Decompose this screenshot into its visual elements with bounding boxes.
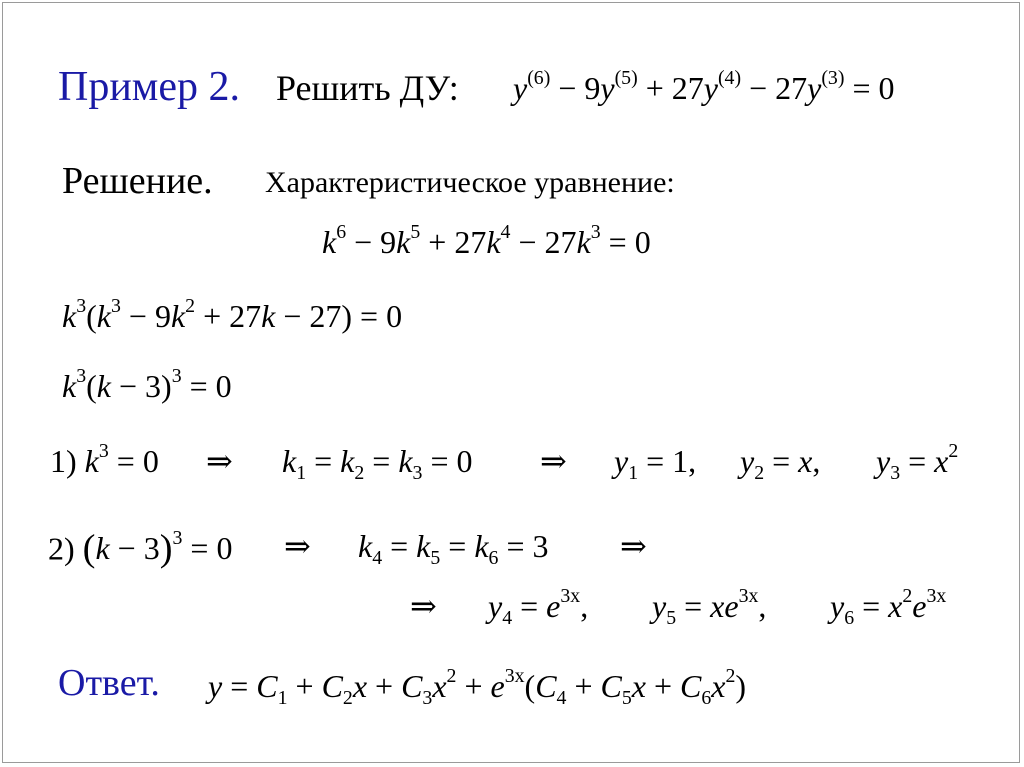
case-1-equation: $k^3 = 0$: [84, 440, 159, 479]
factorized-equation-2: $k^3(k - 3)^3 = 0$: [62, 365, 232, 404]
case-1-implies-arrow: ⇒: [206, 443, 233, 479]
case-1-implies-arrow-2: ⇒: [540, 443, 567, 479]
answer-label: Ответ.: [58, 662, 160, 704]
case-2-roots: $k_4 = k_5 = k_6 = 3$: [358, 528, 549, 569]
solution-y3: $y_3 = x^2$: [876, 440, 959, 484]
case-1-roots: $k_1 = k_2 = k_3 = 0$: [282, 443, 473, 484]
solution-y5: $y_5 = xe^{3x}$,: [652, 585, 767, 629]
characteristic-equation: $k^6 - 9k^5 + 27k^4 - 27k^3 = 0$: [322, 221, 651, 260]
char-eq-label: Характеристическое уравнение:: [265, 166, 675, 199]
case-2-equation: $(k - 3)^3 = 0$: [82, 527, 233, 570]
case-2-implies-arrow-3: ⇒: [410, 588, 437, 624]
case-1-line: [50, 440, 159, 479]
task-label: Решить ДУ:: [276, 68, 459, 108]
example-label: Пример 2.: [58, 64, 241, 110]
factorized-equation-1: $k^3(k^3 - 9k^2 + 27k - 27) = 0$: [62, 295, 403, 334]
case-2-number: 2): [48, 530, 75, 567]
case-2-implies-arrow: ⇒: [284, 528, 311, 564]
main-equation: $y^{(6)} - 9y^{(5)} + 27y^{(4)} - 27y^{(3)} = 0$: [513, 67, 895, 106]
solution-y4: $y_4 = e^{3x}$,: [488, 585, 589, 629]
solution-y2: $y_2 = x$,: [740, 443, 821, 484]
case-2-line: [48, 527, 233, 570]
general-solution: $y = C_1 + C_2x + C_3x^2 + e^{3x}(C_4 + C_5x + C_6x^2)$: [208, 665, 747, 709]
case-2-implies-arrow-2: ⇒: [620, 528, 647, 564]
solution-y1: $y_1 = 1$,: [614, 443, 697, 484]
case-1-number: 1): [50, 443, 77, 479]
solution-y6: $y_6 = x^2e^{3x}$: [830, 585, 947, 629]
solution-label: Решение.: [62, 160, 213, 202]
